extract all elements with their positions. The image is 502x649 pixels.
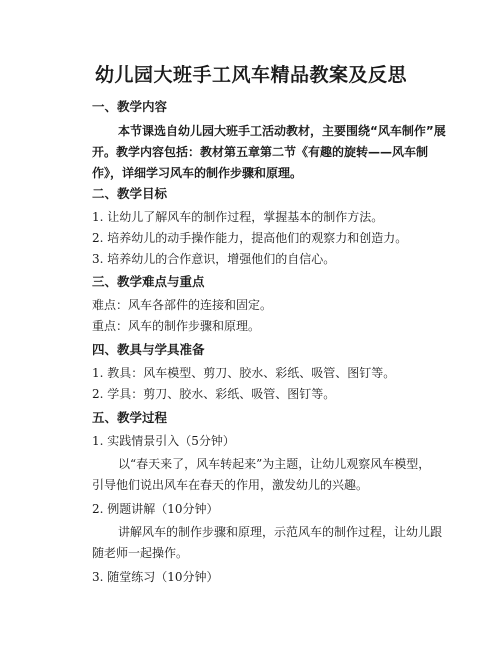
content-paragraph-line-3: 作》，详细学习风车的制作步骤和原理。 — [92, 166, 303, 180]
section-heading-difficulties: 三、教学难点与重点 — [92, 274, 205, 289]
objective-item-3: 3. 培养幼儿的合作意识，增强他们的自信心。 — [92, 252, 336, 266]
section-heading-process: 五、教学过程 — [92, 410, 168, 425]
materials-item-2: 2. 学具：剪刀、胶水、彩纸、吸管、图钉等。 — [92, 387, 336, 401]
keypoint-item: 重点：风车的制作步骤和原理。 — [92, 319, 261, 333]
content-paragraph-line-1: 本节课选自幼儿园大班手工活动教材，主要围绕“风车制作”展 — [118, 124, 446, 138]
materials-item-1: 1. 教具：风车模型、剪刀、胶水、彩纸、吸管、图钉等。 — [92, 366, 396, 380]
section-heading-materials: 四、教具与学具准备 — [92, 342, 205, 357]
process-step-2-text-line-2: 随老师一起操作。 — [92, 546, 189, 560]
process-step-3: 3. 随堂练习（10分钟） — [92, 570, 219, 584]
process-step-1-text-line-2: 引导他们说出风车在春天的作用，激发幼儿的兴趣。 — [92, 478, 369, 492]
process-step-1-text-line-1: 以“春天来了，风车转起来”为主题，让幼儿观察风车模型， — [118, 457, 431, 471]
content-paragraph-line-2: 开。教学内容包括：教材第五章第二节《有趣的旋转——风车制 — [92, 145, 429, 159]
difficulty-item: 难点：风车各部件的连接和固定。 — [92, 298, 273, 312]
process-step-1: 1. 实践情景引入（5分钟） — [92, 434, 235, 448]
objective-item-2: 2. 培养幼儿的动手操作能力，提高他们的观察力和创造力。 — [92, 231, 408, 245]
document-title: 幼儿园大班手工风车精品教案及反思 — [94, 64, 407, 86]
objective-item-1: 1. 让幼儿了解风车的制作过程，掌握基本的制作方法。 — [92, 210, 384, 224]
section-heading-content: 一、教学内容 — [92, 99, 168, 114]
process-step-2-text-line-1: 讲解风车的制作步骤和原理，示范风车的制作过程，让幼儿跟 — [118, 525, 443, 539]
section-heading-objectives: 二、教学目标 — [92, 186, 168, 201]
process-step-2: 2. 例题讲解（10分钟） — [92, 502, 219, 516]
